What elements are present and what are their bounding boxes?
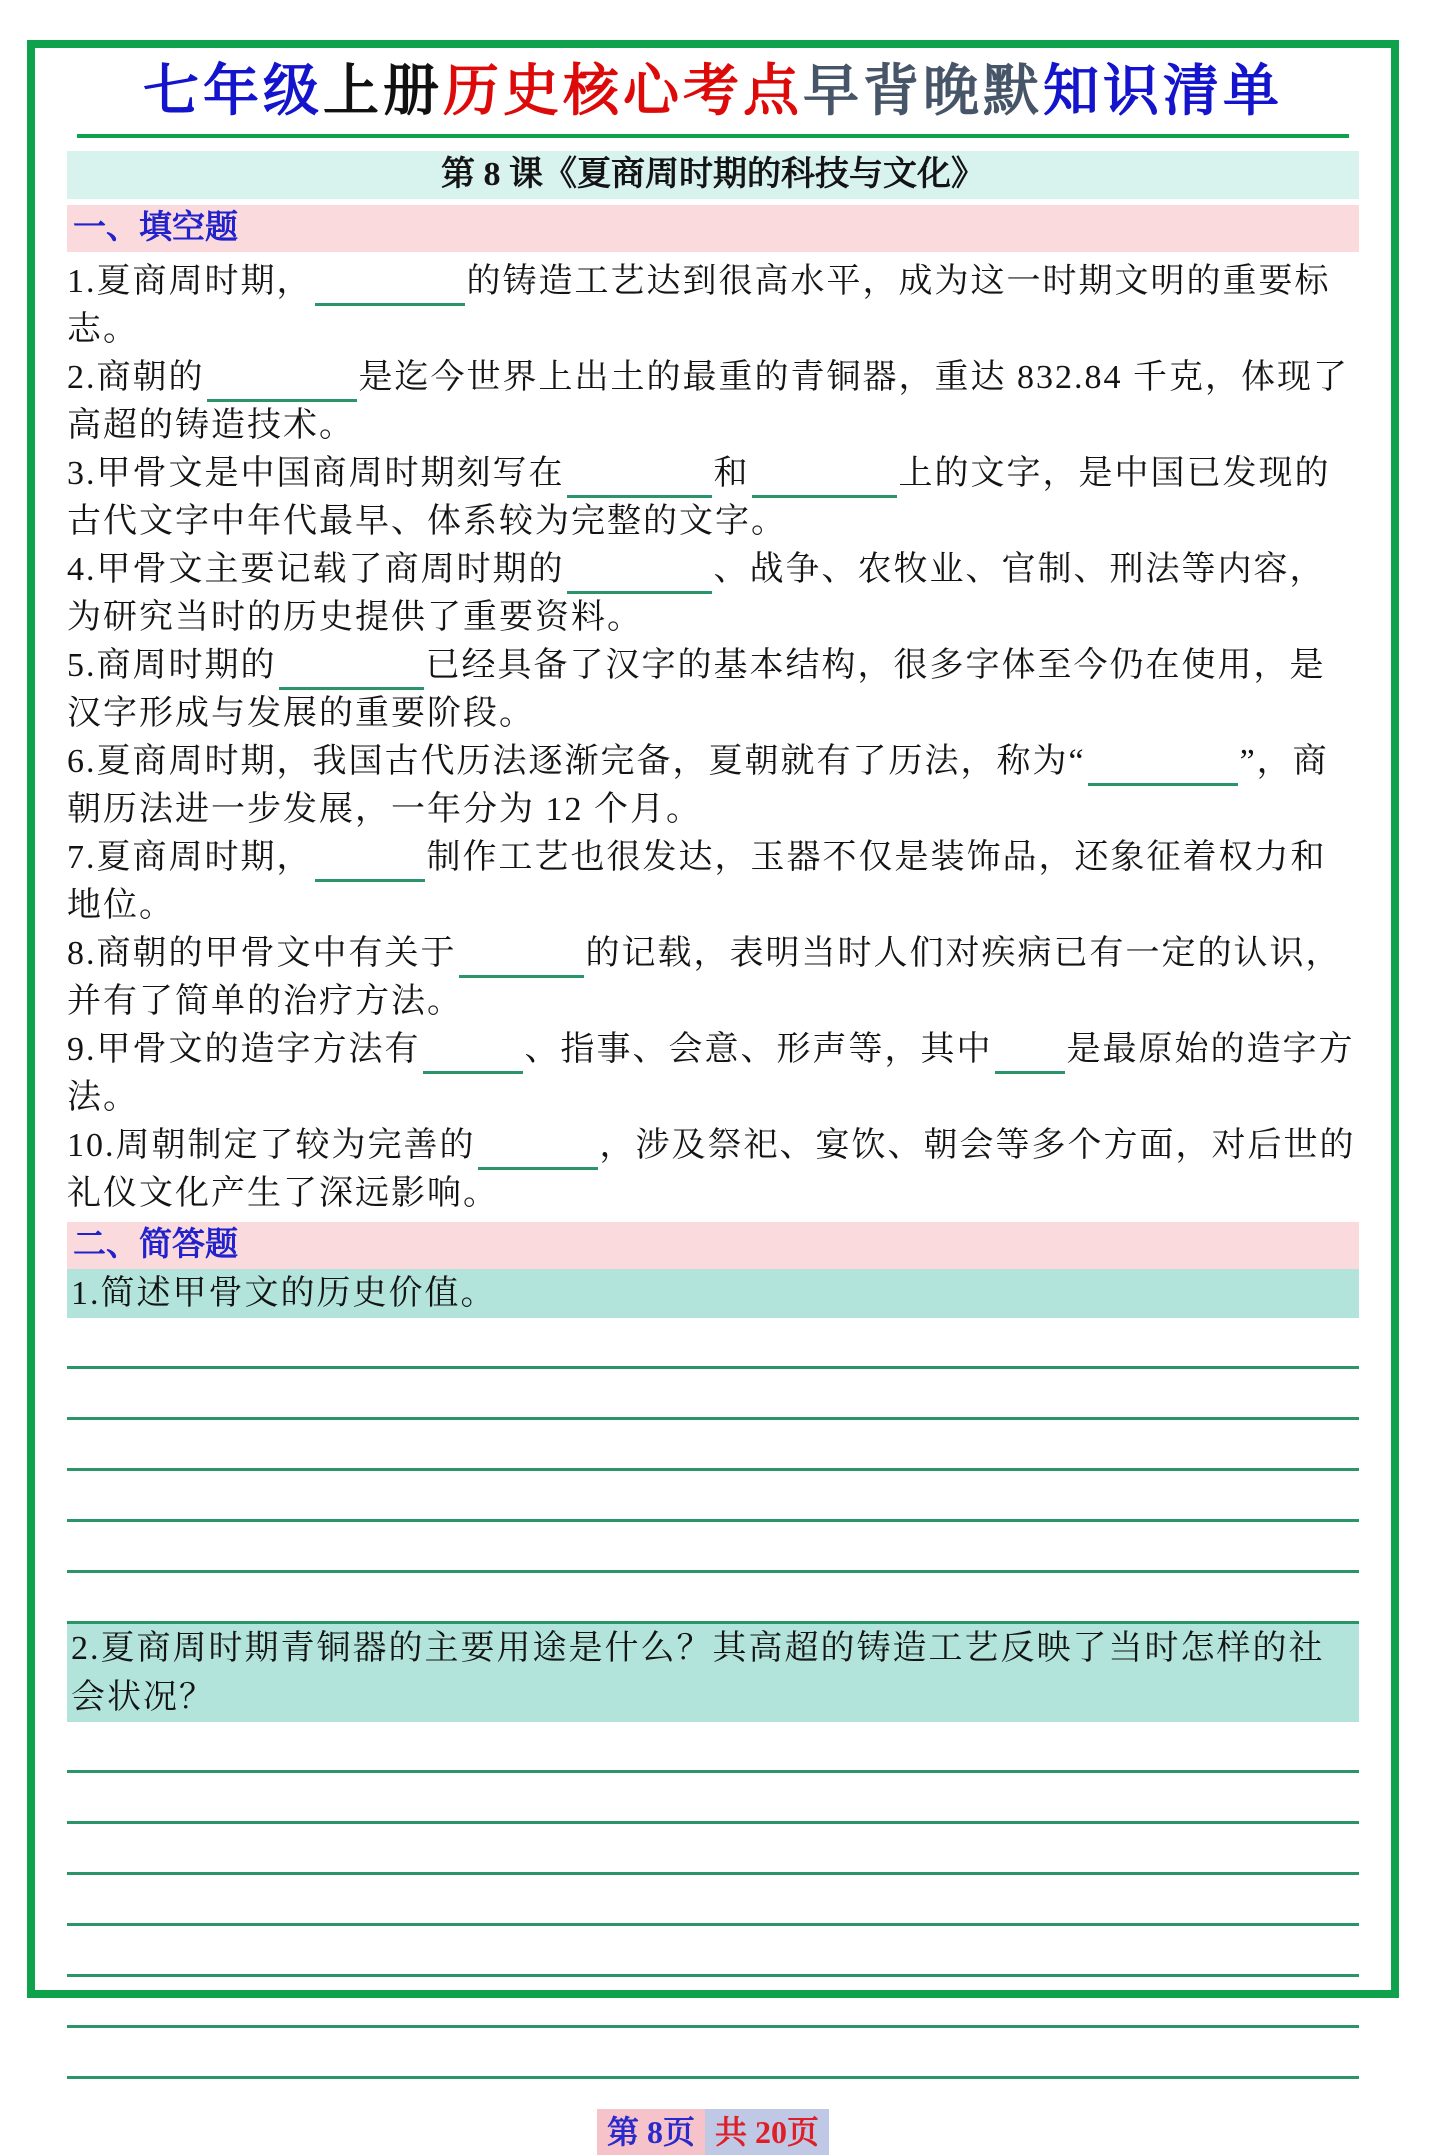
- fill-blank-question: [67, 834, 1359, 930]
- question-text: 是最原始的造字方法。: [67, 1031, 1355, 1116]
- section-heading-label: 一、填空题: [73, 210, 238, 246]
- fill-blank-question: [67, 450, 1359, 546]
- question-text: 、战争、农牧业、官制、刑法等内容，为研究当时的历史提供了重要资料。: [67, 551, 1326, 636]
- answer-line[interactable]: [67, 1420, 1359, 1471]
- question-text: 已经具备了汉字的基本结构，很多字体至今仍在使用，是汉字形成与发展的重要阶段。: [67, 647, 1326, 732]
- answer-blank[interactable]: [567, 455, 712, 498]
- fill-blank-questions: [67, 258, 1359, 1218]
- title-part: 知识清单: [1043, 61, 1283, 123]
- short-answer-body: [67, 1269, 1359, 2079]
- answer-line[interactable]: [67, 1573, 1359, 1624]
- question-text: 和: [713, 455, 750, 492]
- question-text: 是迄今世界上出土的最重的青铜器，重达 832.84 千克，体现了高超的铸造技术。: [67, 359, 1349, 444]
- answer-line[interactable]: [67, 1773, 1359, 1824]
- fill-blank-question: [67, 1026, 1359, 1122]
- title-part: 历史核心考点: [443, 61, 803, 123]
- answer-line[interactable]: [67, 1824, 1359, 1875]
- title-part: 七年级: [143, 61, 323, 123]
- lesson-title-band: [67, 151, 1359, 199]
- question-text: 6.夏商周时期，我国古代历法逐渐完备，夏朝就有了历法，称为“: [67, 743, 1086, 780]
- answer-blank[interactable]: [478, 1127, 598, 1170]
- section-heading-short-answer: [67, 1222, 1359, 1269]
- question-text: 7.夏商周时期，: [67, 839, 313, 876]
- section-heading-label: 二、简答题: [73, 1227, 238, 1263]
- fill-blank-question: [67, 354, 1359, 450]
- page-footer: [67, 2109, 1359, 2155]
- fill-blank-question: [67, 258, 1359, 354]
- question-text: 9.甲骨文的造字方法有: [67, 1031, 421, 1068]
- answer-blank[interactable]: [423, 1031, 523, 1074]
- fill-blank-question: [67, 930, 1359, 1026]
- title-part: 上册: [323, 61, 443, 123]
- fill-blank-question: [67, 738, 1359, 834]
- question-text: 3.甲骨文是中国商周时期刻写在: [67, 455, 565, 492]
- page-number-badge: 第 8页: [597, 2109, 705, 2155]
- question-text: 的铸造工艺达到很高水平，成为这一时期文明的重要标志。: [67, 263, 1331, 348]
- question-text: 2.商朝的: [67, 359, 205, 396]
- fill-blank-question: [67, 642, 1359, 738]
- answer-line[interactable]: [67, 1926, 1359, 1977]
- answer-blank[interactable]: [567, 551, 712, 594]
- answer-line[interactable]: [67, 1875, 1359, 1926]
- short-answer-question: 2.夏商周时期青铜器的主要用途是什么？其高超的铸造工艺反映了当时怎样的社会状况？: [67, 1624, 1359, 1722]
- lesson-title: 第 8 课《夏商周时期的科技与文化》: [441, 156, 985, 193]
- page-content: [35, 62, 1391, 2155]
- question-text: 5.商周时期的: [67, 647, 277, 684]
- short-answer-question: 1.简述甲骨文的历史价值。: [67, 1269, 1359, 1318]
- answer-blank[interactable]: [315, 263, 465, 306]
- answer-line[interactable]: [67, 1369, 1359, 1420]
- page-title: [77, 62, 1349, 138]
- answer-blank[interactable]: [279, 647, 424, 690]
- answer-blank[interactable]: [315, 839, 425, 882]
- question-text: 8.商朝的甲骨文中有关于: [67, 935, 457, 972]
- answer-blank[interactable]: [995, 1031, 1065, 1074]
- question-text: 制作工艺也很发达，玉器不仅是装饰品，还象征着权力和地位。: [67, 839, 1327, 924]
- fill-blank-question: [67, 1122, 1359, 1218]
- answer-blank[interactable]: [207, 359, 357, 402]
- question-text: 上的文字，是中国已发现的古代文字中年代最早、体系较为完整的文字。: [67, 455, 1331, 540]
- answer-blank[interactable]: [752, 455, 897, 498]
- page-border-frame: [27, 40, 1399, 2150]
- answer-line[interactable]: [67, 1318, 1359, 1369]
- answer-line[interactable]: [67, 1977, 1359, 2028]
- answer-line[interactable]: [67, 1722, 1359, 1773]
- question-text: 1.夏商周时期，: [67, 263, 313, 300]
- page-total-badge: 共 20页: [705, 2109, 829, 2155]
- answer-line[interactable]: [67, 1522, 1359, 1573]
- question-text: 的记载，表明当时人们对疾病已有一定的认识，并有了简单的治疗方法。: [67, 935, 1342, 1020]
- question-text: 、指事、会意、形声等，其中: [524, 1031, 993, 1068]
- question-text: ，涉及祭祀、宴饮、朝会等多个方面，对后世的礼仪文化产生了深远影响。: [67, 1127, 1356, 1212]
- question-text: ”，商朝历法进一步发展，一年分为 12 个月。: [67, 743, 1329, 828]
- question-text: 10.周朝制定了较为完善的: [67, 1127, 476, 1164]
- question-text: 4.甲骨文主要记载了商周时期的: [67, 551, 565, 588]
- title-part: 早背晚默: [803, 61, 1043, 123]
- answer-blank[interactable]: [459, 935, 584, 978]
- fill-blank-question: [67, 546, 1359, 642]
- answer-blank[interactable]: [1088, 743, 1238, 786]
- section-heading-fill-blank: [67, 205, 1359, 252]
- answer-line[interactable]: [67, 1471, 1359, 1522]
